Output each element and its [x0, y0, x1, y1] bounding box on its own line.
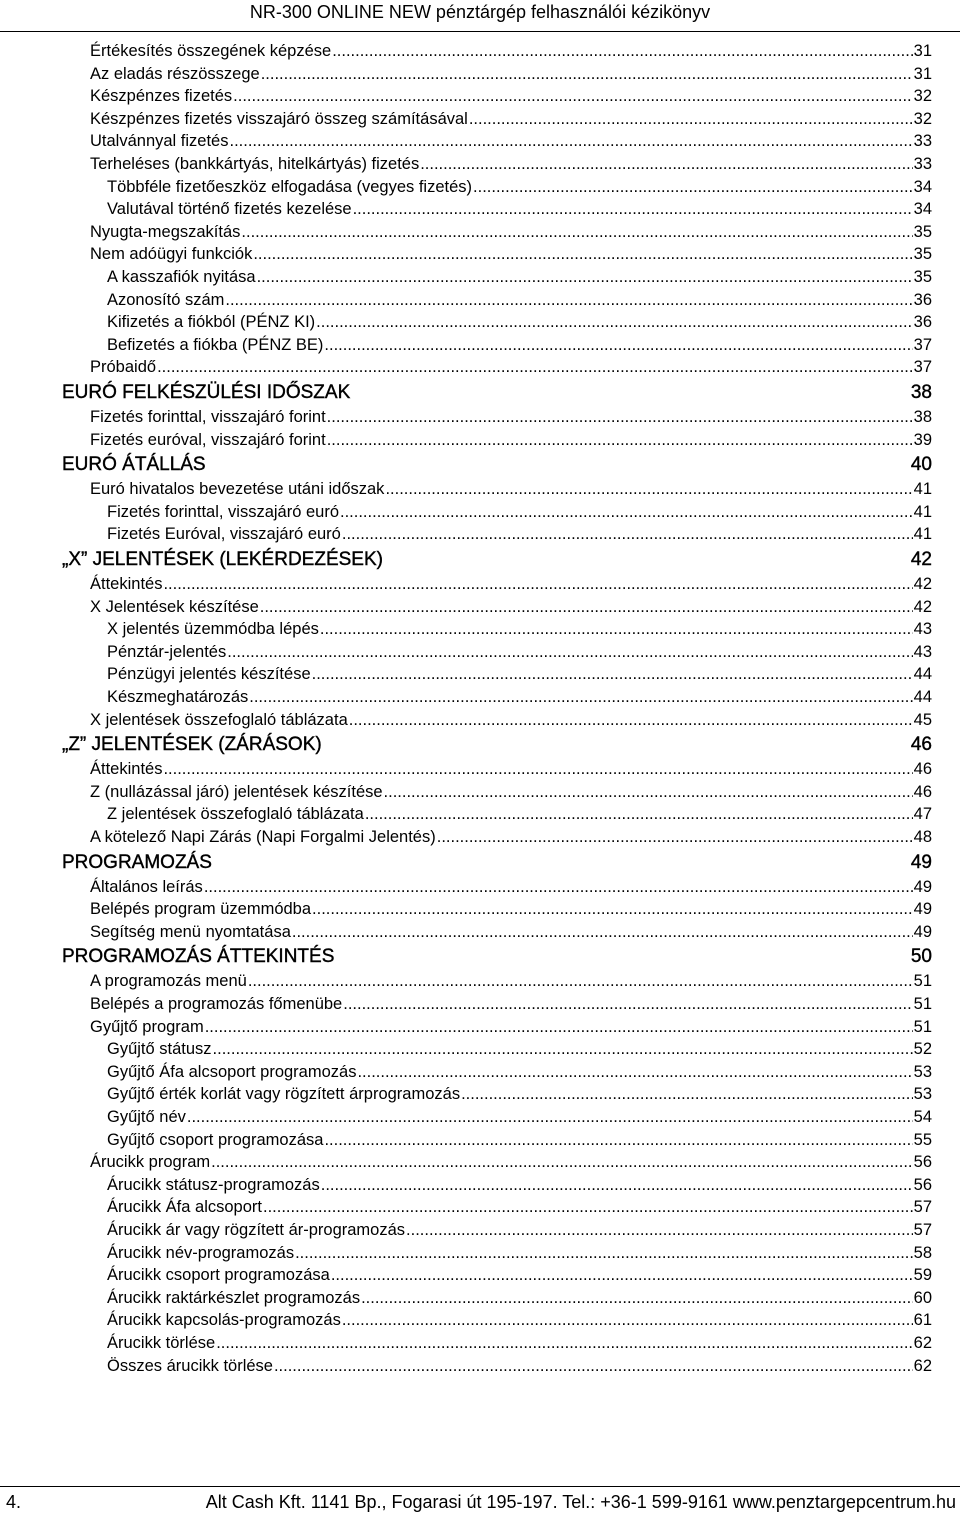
- toc-page-number: 33: [913, 132, 932, 151]
- toc-leader: [342, 1311, 913, 1330]
- toc-entry: [107, 1266, 932, 1285]
- toc-leader: [473, 178, 913, 197]
- toc-entry: [90, 408, 932, 427]
- toc-leader: [331, 1266, 913, 1285]
- toc-page-number: 31: [913, 42, 932, 60]
- toc-page-number: 41: [913, 480, 932, 499]
- toc-entry: [107, 200, 932, 219]
- toc-entry-title: A programozás menü: [90, 972, 247, 991]
- toc-entry: [107, 1311, 932, 1330]
- toc-leader: [163, 575, 912, 594]
- toc-page-number: 34: [913, 177, 932, 196]
- toc-entry-title: Terheléses (bankkártyás, hitelkártyás) fizetés: [90, 155, 420, 173]
- toc-entry-title: Kifizetés a fiókból (PÉNZ KI): [107, 313, 316, 332]
- toc-chapter-entry: [62, 549, 932, 571]
- toc-entry: [90, 65, 932, 84]
- toc-entry: [107, 1244, 932, 1263]
- toc-page-number: 56: [913, 1153, 932, 1172]
- toc-entry-title: Belépés program üzemmódba: [90, 900, 312, 919]
- toc-leader: [257, 268, 913, 287]
- toc-page-number: 49: [913, 900, 932, 919]
- toc-page-number: 50: [910, 946, 932, 968]
- toc-chapter-entry: [62, 852, 932, 874]
- toc-page-number: 48: [913, 828, 932, 846]
- toc-entry: [107, 1221, 932, 1240]
- toc-leader: [324, 1131, 912, 1150]
- toc-entry: [90, 155, 932, 174]
- toc-page-number: 53: [913, 1085, 932, 1104]
- toc-entry-title: X jelentés üzemmódba lépés: [107, 620, 319, 639]
- toc-entry: [107, 336, 932, 355]
- toc-page-number: 35: [913, 245, 932, 264]
- toc-page-number: 42: [913, 597, 932, 616]
- toc-entry: [107, 1063, 932, 1082]
- toc-page-number: 57: [913, 1198, 932, 1217]
- toc-entry: [107, 688, 932, 707]
- toc-page-number: 42: [913, 575, 932, 593]
- toc-entry-title: Belépés a programozás főmenübe: [90, 995, 343, 1013]
- toc-page-number: 51: [913, 972, 932, 991]
- toc-entry: [90, 42, 932, 61]
- toc-entry-title: Utalvánnyal fizetés: [90, 132, 229, 151]
- toc-entry: [107, 805, 932, 824]
- toc-page-number: 51: [913, 995, 932, 1013]
- toc-entry-title: EURÓ ÁTÁLLÁS: [62, 454, 206, 476]
- toc-entry-title: Készpénzes fizetés visszajáró összeg számításával: [90, 109, 468, 128]
- toc-entry-title: Fizetés Euróval, visszajáró euró: [107, 525, 341, 544]
- toc-page-number: 35: [913, 268, 932, 286]
- toc-page-number: 44: [913, 665, 932, 684]
- toc-page-number: 49: [913, 922, 932, 941]
- toc-page-number: 32: [913, 87, 932, 106]
- toc-entry: [107, 1085, 932, 1104]
- toc-leader: [316, 313, 912, 332]
- toc-leader: [342, 525, 913, 544]
- toc-entry: [90, 575, 932, 594]
- toc-entry: [107, 1334, 932, 1353]
- toc-entry: [90, 900, 932, 919]
- toc-entry: [107, 620, 932, 639]
- toc-leader: [324, 336, 912, 355]
- toc-leader: [469, 110, 913, 129]
- toc-entry-title: Árucikk program: [90, 1153, 211, 1172]
- toc-page-number: 59: [913, 1266, 932, 1285]
- toc-entry-title: Fizetés euróval, visszajáró forint: [90, 430, 326, 449]
- toc-entry-title: Fizetés forinttal, visszajáró euró: [107, 502, 340, 521]
- toc-page-number: 53: [913, 1062, 932, 1081]
- toc-page-number: 31: [913, 64, 932, 83]
- toc-page-number: 40: [910, 454, 932, 476]
- toc-entry: [90, 87, 932, 106]
- toc-leader: [233, 87, 912, 106]
- toc-page-number: 33: [913, 155, 932, 173]
- toc-page-number: 34: [913, 200, 932, 219]
- toc-leader: [343, 995, 912, 1014]
- toc-entry: [90, 1153, 932, 1172]
- toc-entry-title: Gyűjtő csoport programozása: [107, 1130, 324, 1149]
- toc-page-number: 62: [913, 1356, 932, 1375]
- toc-entry: [90, 923, 932, 942]
- toc-entry-title: Árucikk kapcsolás-programozás: [107, 1311, 341, 1330]
- toc-entry: [90, 480, 932, 499]
- toc-entry-title: Segítség menü nyomtatása: [90, 922, 291, 941]
- toc-leader: [327, 408, 913, 427]
- toc-entry: [90, 245, 932, 264]
- toc-entry: [107, 178, 932, 197]
- toc-page-number: 32: [913, 109, 932, 128]
- toc-entry: [107, 503, 932, 522]
- toc-page-number: 41: [913, 525, 932, 544]
- toc-entry: [90, 972, 932, 991]
- toc-entry: [90, 110, 932, 129]
- toc-entry: [107, 1108, 932, 1127]
- toc-entry: [107, 525, 932, 544]
- toc-entry-title: Valutával történő fizetés kezelése: [107, 200, 352, 219]
- toc-page-number: 39: [913, 430, 932, 449]
- toc-entry-title: Pénztár-jelentés: [107, 642, 227, 661]
- toc-page-number: 37: [913, 358, 932, 377]
- toc-entry-title: Áttekintés: [90, 760, 163, 779]
- toc-page-number: 46: [913, 782, 932, 801]
- page-number: 4.: [6, 1492, 22, 1512]
- toc-leader: [241, 223, 912, 242]
- toc-entry-title: Próbaidő: [90, 358, 157, 377]
- toc-entry: [90, 598, 932, 617]
- toc-page-number: 61: [913, 1311, 932, 1330]
- toc-leader: [349, 711, 913, 730]
- document-title: NR-300 ONLINE NEW pénztárgép felhasználói kézikönyv: [249, 2, 711, 22]
- toc-leader: [437, 828, 913, 847]
- toc-chapter-entry: [62, 382, 932, 404]
- toc-entry-title: „X” JELENTÉSEK (LEKÉRDEZÉSEK): [62, 549, 383, 570]
- toc-entry: [90, 431, 932, 450]
- toc-chapter-entry: [62, 946, 932, 968]
- toc-entry-title: X jelentések összefoglaló táblázata: [90, 710, 348, 729]
- toc-page-number: 60: [913, 1288, 932, 1307]
- toc-entry-title: Árucikk csoport programozása: [107, 1266, 330, 1285]
- toc-page-number: 54: [913, 1108, 932, 1126]
- toc-leader: [249, 688, 912, 707]
- toc-leader: [320, 620, 913, 639]
- toc-page-number: 62: [913, 1334, 932, 1352]
- toc-page-number: 41: [913, 502, 932, 521]
- toc-leader: [216, 1334, 912, 1353]
- toc-entry-title: Z jelentések összefoglaló táblázata: [107, 805, 364, 824]
- toc-entry-title: Gyűjtő érték korlát vagy rögzített árprogramozás: [107, 1085, 461, 1104]
- toc-entry-title: Befizetés a fiókba (PÉNZ BE): [107, 335, 324, 354]
- toc-entry-title: Fizetés forinttal, visszajáró forint: [90, 408, 326, 426]
- toc-entry: [107, 1198, 932, 1217]
- toc-entry: [107, 1131, 932, 1150]
- toc-entry: [90, 760, 932, 779]
- toc-leader: [365, 805, 913, 824]
- toc-leader: [211, 1153, 913, 1172]
- toc-entry-title: Gyűjtő program: [90, 1017, 204, 1036]
- toc-leader: [384, 783, 913, 802]
- toc-leader: [274, 1357, 913, 1376]
- toc-chapter-entry: [62, 454, 932, 476]
- toc-entry-title: Általános leírás: [90, 877, 203, 896]
- toc-page-number: 38: [913, 408, 932, 426]
- toc-leader: [357, 1063, 912, 1082]
- toc-leader: [227, 643, 912, 662]
- toc-entry-title: Pénzügyi jelentés készítése: [107, 665, 311, 684]
- toc-page-number: 37: [913, 335, 932, 354]
- page-header: [0, 0, 960, 32]
- toc-entry-title: Gyűjtő Áfa alcsoport programozás: [107, 1062, 357, 1081]
- toc-entry-title: „Z” JELENTÉSEK (ZÁRÁSOK): [62, 734, 322, 756]
- toc-leader: [230, 132, 913, 151]
- toc-page-number: 47: [913, 805, 932, 824]
- toc-page-number: 55: [913, 1130, 932, 1149]
- page-footer: [0, 1486, 960, 1516]
- toc-page-number: 45: [913, 710, 932, 729]
- toc-leader: [225, 291, 912, 310]
- toc-entry: [90, 711, 932, 730]
- toc-entry: [90, 1018, 932, 1037]
- toc-entry-title: A kötelező Napi Zárás (Napi Forgalmi Jelentés): [90, 828, 436, 846]
- toc-leader: [263, 1198, 913, 1217]
- toc-entry-title: Árucikk raktárkészlet programozás: [107, 1288, 361, 1307]
- toc-entry-title: Árucikk név-programozás: [107, 1243, 295, 1262]
- toc-entry: [90, 132, 932, 151]
- toc-leader: [260, 598, 913, 617]
- toc-leader: [461, 1085, 913, 1104]
- toc-leader: [321, 1176, 913, 1195]
- toc-page-number: 42: [910, 549, 932, 570]
- toc-entry: [90, 995, 932, 1014]
- toc-entry-title: Gyűjtő név: [107, 1108, 186, 1126]
- toc-leader: [420, 155, 912, 174]
- toc-entry-title: Gyűjtő státusz: [107, 1040, 212, 1059]
- toc-page-number: 43: [913, 642, 932, 661]
- toc-page-number: 36: [913, 290, 932, 309]
- toc-entry-title: Készpénzes fizetés: [90, 87, 233, 106]
- toc-leader: [213, 1040, 913, 1059]
- toc-entry-title: PROGRAMOZÁS: [62, 851, 212, 873]
- toc-entry: [107, 1289, 932, 1308]
- toc-entry: [90, 358, 932, 377]
- toc-leader: [340, 503, 913, 522]
- toc-entry: [107, 268, 932, 287]
- toc-leader: [406, 1221, 913, 1240]
- toc-page-number: 51: [913, 1017, 932, 1036]
- toc-entry-title: Euró hivatalos bevezetése utáni időszak: [90, 480, 385, 499]
- toc-page-number: 46: [913, 760, 932, 779]
- toc-leader: [261, 65, 913, 84]
- toc-entry: [107, 643, 932, 662]
- toc-entry-title: Árucikk törlése: [107, 1334, 216, 1352]
- toc-page-number: 52: [913, 1040, 932, 1059]
- toc-entry-title: Értékesítés összegének képzése: [90, 42, 332, 60]
- toc-entry-title: Azonosító szám: [107, 290, 225, 309]
- toc-leader: [361, 1289, 913, 1308]
- toc-leader: [385, 480, 912, 499]
- toc-leader: [295, 1244, 913, 1263]
- toc-page-number: 44: [913, 688, 932, 706]
- toc-entry-title: Többféle fizetőeszköz elfogadása (vegyes fizetés): [107, 177, 473, 196]
- toc-entry: [107, 665, 932, 684]
- toc-leader: [157, 358, 913, 377]
- footer-contact: Alt Cash Kft. 1141 Bp., Fogarasi út 195-197. Tel.: +36-1 599-9161 www.penztargepcentrum.hu: [205, 1492, 956, 1512]
- toc-page-number: 49: [913, 877, 932, 896]
- toc-leader: [332, 42, 912, 61]
- toc-page-number: 36: [913, 313, 932, 332]
- toc-entry-title: EURÓ FELKÉSZÜLÉSI IDŐSZAK: [62, 382, 351, 403]
- toc-entry: [90, 783, 932, 802]
- toc-entry: [90, 878, 932, 897]
- toc-entry-title: PROGRAMOZÁS ÁTTEKINTÉS: [62, 946, 335, 968]
- toc-leader: [205, 1018, 913, 1037]
- toc-entry-title: A kasszafiók nyitása: [107, 268, 256, 286]
- toc-entry: [107, 1357, 932, 1376]
- toc-entry-title: Árucikk Áfa alcsoport: [107, 1198, 262, 1217]
- toc-page-number: 46: [910, 734, 932, 756]
- toc-entry: [107, 1176, 932, 1195]
- toc-leader: [312, 900, 913, 919]
- toc-entry-title: Nem adóügyi funkciók: [90, 245, 253, 264]
- toc-chapter-entry: [62, 734, 932, 756]
- toc-entry-title: Készmeghatározás: [107, 688, 249, 706]
- toc-entry-title: Árucikk státusz-programozás: [107, 1175, 320, 1194]
- toc-leader: [353, 200, 913, 219]
- toc-entry-title: Z (nullázással járó) jelentések készítése: [90, 782, 383, 801]
- toc-leader: [292, 923, 913, 942]
- toc-entry-title: X Jelentések készítése: [90, 597, 259, 616]
- toc-page-number: 56: [913, 1175, 932, 1194]
- toc-page-number: 49: [910, 851, 932, 873]
- toc-entry-title: Az eladás részösszege: [90, 64, 260, 83]
- toc-page-number: 43: [913, 620, 932, 639]
- toc-entry-title: Áttekintés: [90, 575, 163, 593]
- toc-leader: [248, 972, 913, 991]
- toc-entry: [107, 1040, 932, 1059]
- toc-leader: [312, 665, 913, 684]
- toc-leader: [327, 431, 913, 450]
- toc-entry-title: Árucikk ár vagy rögzített ár-programozás: [107, 1221, 406, 1239]
- toc-page-number: 38: [910, 382, 932, 403]
- toc-entry: [107, 291, 932, 310]
- toc-page-number: 58: [913, 1243, 932, 1262]
- toc-page-number: 57: [913, 1221, 932, 1239]
- toc-leader: [163, 760, 912, 779]
- toc-page-number: 35: [913, 222, 932, 241]
- toc-entry: [90, 828, 932, 847]
- toc-entry: [90, 223, 932, 242]
- toc-leader: [253, 245, 912, 264]
- toc-leader: [187, 1108, 913, 1127]
- toc-entry-title: Összes árucikk törlése: [107, 1356, 273, 1375]
- toc-entry: [107, 313, 932, 332]
- toc-entry-title: Nyugta-megszakítás: [90, 222, 241, 241]
- toc-leader: [204, 878, 913, 897]
